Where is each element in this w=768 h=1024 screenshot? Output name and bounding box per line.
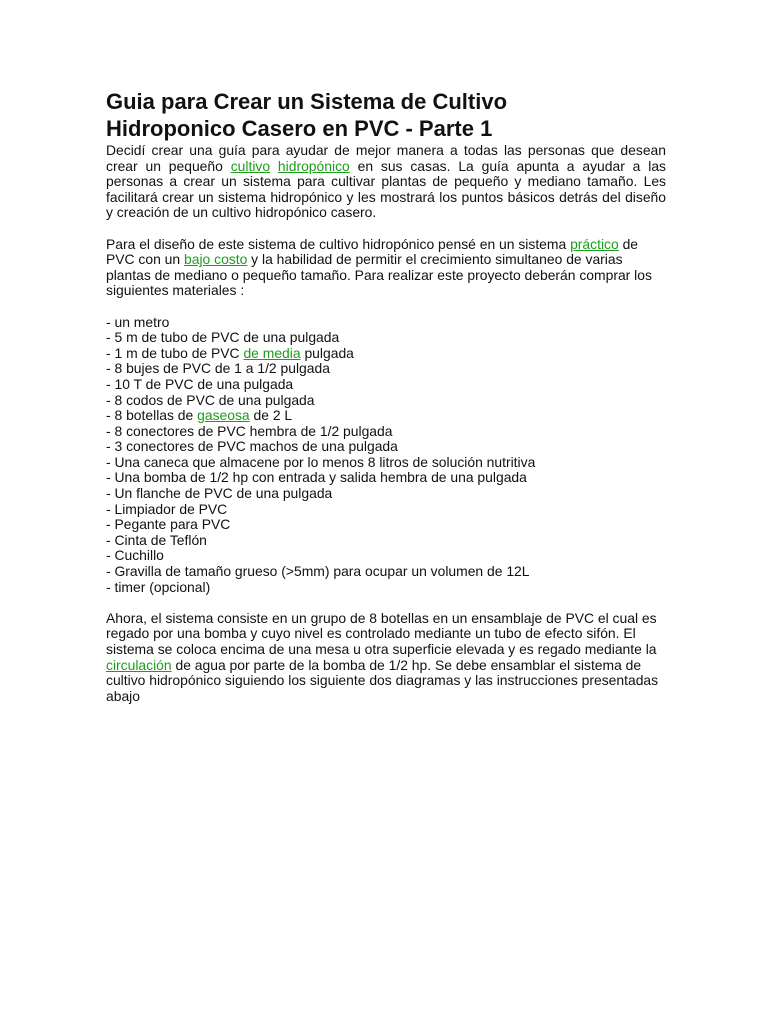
list-item (106, 486, 666, 502)
design-text-3: y la habilidad de permitir el crecimiento simultaneo de varias plantas de mediano o pequeño tamaño. Para realizar este proyecto deberán comprar los siguientes materiales : (106, 251, 652, 299)
system-line-text: de agua por parte de la bomba de 1/2 hp. Se debe ensamblar el sistema de (171, 656, 642, 673)
cultivo-link[interactable]: cultivo (230, 157, 271, 174)
bajo-costo-link[interactable]: bajo costo (184, 251, 248, 268)
list-item-text: - un metro (106, 313, 170, 330)
intro-paragraph (106, 143, 666, 221)
list-item-text: - 8 conectores de PVC hembra de 1/2 pulgada (106, 422, 393, 439)
list-item-text: - Una caneca que almacene por lo menos 8 litros de solución nutritiva (106, 453, 536, 470)
list-item (106, 439, 666, 455)
system-line: sistema se coloca encima de una mesa u otra superficie elevada y es regado mediante la (106, 641, 657, 657)
list-item-text: - 1 m de tubo de PVC (106, 344, 244, 361)
title-line-2: Hidroponico Casero en PVC - Parte 1 (106, 116, 493, 141)
de-media-link[interactable]: de media (243, 344, 301, 361)
list-item (106, 377, 666, 393)
list-item (106, 346, 666, 362)
list-item (106, 393, 666, 409)
document-title (106, 88, 666, 142)
intro-text-2 (270, 158, 278, 174)
list-item (106, 470, 666, 486)
list-item (106, 533, 666, 549)
list-item (106, 361, 666, 377)
system-line (106, 658, 666, 674)
practico-link[interactable]: práctico (570, 235, 619, 252)
list-item-text: - 8 botellas de (106, 407, 198, 424)
circulacion-link[interactable]: circulación (106, 656, 172, 673)
list-item (106, 330, 666, 346)
design-paragraph (106, 237, 666, 299)
title-line-1: Guia para Crear un Sistema de Cultivo (106, 89, 508, 114)
list-item-text: - 10 T de PVC de una pulgada (106, 375, 294, 392)
list-item-text: - Cuchillo (106, 547, 164, 564)
list-item (106, 408, 666, 424)
list-item (106, 517, 666, 533)
design-text-1: Para el diseño de este sistema de cultivo hidropónico pensé en un sistema (106, 235, 571, 252)
list-item-text: - Cinta de Teflón (106, 531, 207, 548)
list-item (106, 455, 666, 471)
list-item (106, 580, 666, 596)
hidroponico-link[interactable]: hidropónico (277, 157, 350, 174)
system-line: abajo (106, 687, 140, 704)
list-item-text: - timer (opcional) (106, 578, 211, 595)
list-item-text: de 2 L (249, 407, 293, 424)
list-item-text: - Un flanche de PVC de una pulgada (106, 485, 333, 502)
intro-text-1: Decidí crear una guía para ayudar de mejor manera a todas las personas que desean crear un pequeño (106, 142, 666, 174)
system-paragraph (106, 611, 666, 705)
list-item-text: - 3 conectores de PVC machos de una pulgada (106, 438, 398, 455)
list-item (106, 564, 666, 580)
list-item (106, 502, 666, 518)
document-page (106, 88, 666, 720)
list-item-text: - Gravilla de tamaño grueso (>5mm) para ocupar un volumen de 12L (106, 563, 530, 580)
list-item-text: pulgada (300, 344, 354, 361)
system-line: Ahora, el sistema consiste en un grupo de 8 botellas en un ensamblaje de PVC el cual es (106, 609, 657, 626)
design-text-2: de PVC con un (106, 235, 639, 268)
list-item-text: - 8 codos de PVC de una pulgada (106, 391, 315, 408)
list-item (106, 315, 666, 331)
materials-list (106, 315, 666, 596)
gaseosa-link[interactable]: gaseosa (197, 407, 250, 424)
system-line: cultivo hidropónico siguiendo los siguiente dos diagramas y las instrucciones presentadas (106, 672, 659, 689)
list-item-text: - Pegante para PVC (106, 516, 231, 533)
system-line: regado por una bomba y cuyo nivel es controlado mediante un tubo de efecto sifón. El (106, 625, 636, 642)
list-item-text: - 5 m de tubo de PVC de una pulgada (106, 329, 340, 346)
list-item (106, 548, 666, 564)
list-item-text: - Limpiador de PVC (106, 500, 228, 517)
intro-text-3: en sus casas. La guía apunta a ayudar a las personas a crear un sistema para cultivar plantas de pequeño y mediano tamaño. Les facilitará crear un sistema hidropónico y les mostrará los puntos básicos detrás del diseño y creación de un cultivo hidropónico casero. (106, 157, 666, 221)
list-item (106, 424, 666, 440)
list-item-text: - Una bomba de 1/2 hp con entrada y salida hembra de una pulgada (106, 469, 527, 486)
list-item-text: - 8 bujes de PVC de 1 a 1/2 pulgada (106, 360, 330, 377)
